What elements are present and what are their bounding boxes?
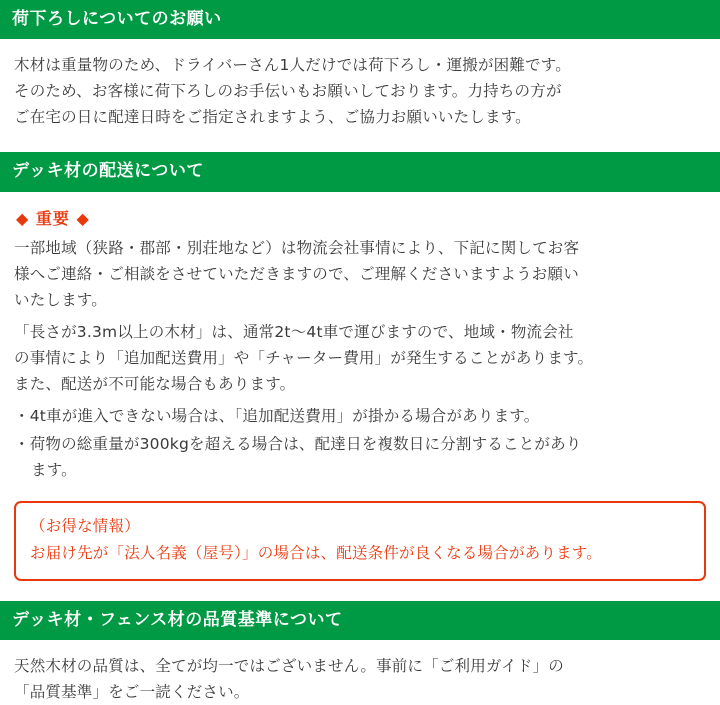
- section-heading-quality-standard: デッキ材・フェンス材の品質基準について: [0, 601, 720, 640]
- section-body-unloading: [0, 39, 720, 130]
- section-heading-deck-delivery: デッキ材の配送について: [0, 152, 720, 191]
- body-line: そのため、お客様に荷下ろしのお手伝いもお願いしております。力持ちの方が: [14, 82, 562, 101]
- bullet-line: ます。: [31, 460, 77, 479]
- paragraph-line: また、配送が不可能な場合もあります。: [14, 374, 296, 393]
- paragraph-line: 一部地域（狭路・郡部・別荘地など）は物流会社事情により、下記に関してお客: [14, 238, 580, 257]
- important-label: ◆ 重要 ◆: [16, 208, 90, 228]
- bullet-line: ・荷物の総重量が300kgを超える場合は、配達日を複数日に分割することがあり: [14, 434, 582, 453]
- paragraph-line: 「長さが3.3m以上の木材」は、通常2t〜4t車で運びますので、地域・物流会社: [14, 322, 574, 341]
- bullet-line: ・4t車が進入できない場合は、「追加配送費用」が掛かる場合があります。: [14, 406, 540, 425]
- bullet-weight-limit: [0, 429, 720, 483]
- section-heading-unloading: 荷下ろしについてのお願い: [0, 0, 720, 39]
- paragraph-long-lumber: [0, 313, 720, 397]
- notice-line: お届け先が「法人名義（屋号）」の場合は、配送条件が良くなる場合があります。: [30, 543, 602, 562]
- body-line: 天然木材の品質は、全てが均一ではございません。事前に「ご利用ガイド」の: [14, 657, 564, 676]
- body-line: 「品質基準」をご一読ください。: [14, 683, 250, 702]
- spacer: [0, 581, 720, 601]
- notice-box-special-info: [14, 501, 706, 581]
- paragraph-line: の事情により「追加配送費用」や「チャーター費用」が発生することがあります。: [14, 348, 594, 367]
- body-line: ご在宅の日に配達日時をご指定されますよう、ご協力お願いいたします。: [14, 108, 531, 127]
- spacer: [0, 130, 720, 152]
- bullet-truck-access: [0, 397, 720, 429]
- paragraph-line: いたします。: [14, 290, 107, 309]
- paragraph-region-notice: [0, 229, 720, 313]
- notice-line: （お得な情報）: [30, 516, 140, 535]
- paragraph-line: 様へご連絡・ご相談をさせていただきますので、ご理解くださいますようお願い: [14, 264, 579, 283]
- body-line: 木材は重量物のため、ドライバーさん1人だけでは荷下ろし・運搬が困難です。: [14, 56, 571, 75]
